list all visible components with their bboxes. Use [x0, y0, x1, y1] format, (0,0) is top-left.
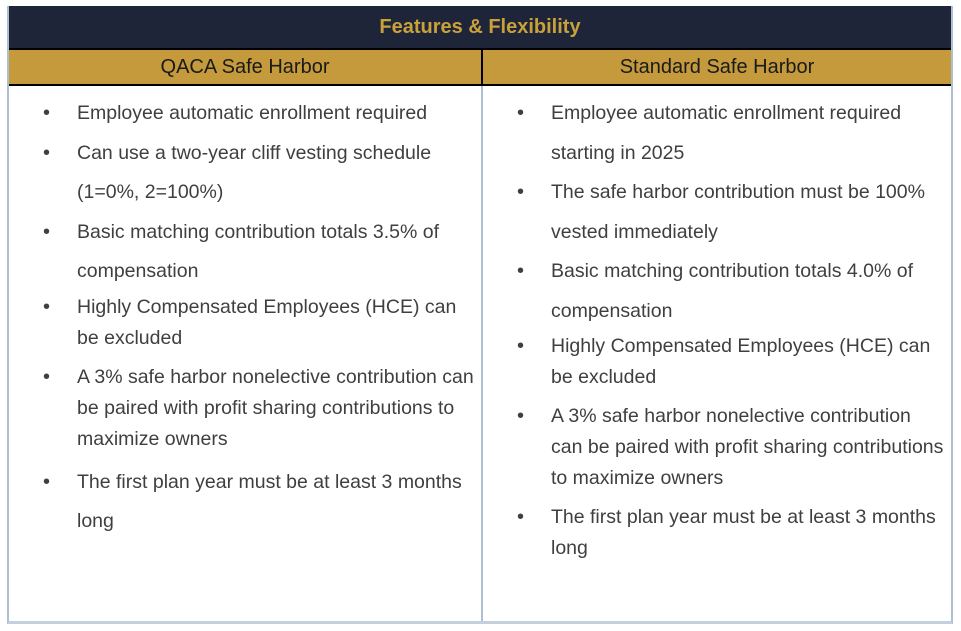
list-item-text: A 3% safe harbor nonelective contribution can be paired with profit sharing contributions to maximize owners	[551, 405, 944, 489]
bullet-icon: •	[517, 260, 525, 282]
column-header-qaca: QACA Safe Harbor	[9, 48, 481, 86]
list-item	[483, 502, 951, 564]
list-item	[483, 331, 951, 393]
bullet-icon: •	[43, 295, 51, 318]
list-item-text: The first plan year must be at least 3 months long	[551, 506, 936, 559]
list-item	[483, 94, 951, 173]
list-item	[9, 94, 481, 134]
list-item-text: The first plan year must be at least 3 months long	[77, 470, 462, 532]
list-item	[483, 252, 951, 331]
bullet-icon: •	[43, 470, 51, 493]
list-item	[9, 362, 481, 455]
list-item-text: Employee automatic enrollment required starting in 2025	[551, 102, 902, 164]
list-item-text: Highly Compensated Employees (HCE) can be excluded	[551, 335, 931, 388]
bullet-icon: •	[43, 141, 51, 164]
list-item	[9, 213, 481, 292]
bullet-icon: •	[517, 335, 525, 357]
list-item-text: The safe harbor contribution must be 100% vested immediately	[551, 181, 925, 243]
bullet-icon: •	[43, 102, 51, 124]
standard-feature-list	[483, 94, 951, 572]
bullet-icon: •	[517, 506, 525, 528]
list-item	[9, 134, 481, 213]
bullet-icon: •	[517, 405, 525, 427]
bullet-icon: •	[43, 220, 51, 243]
list-item-text: Basic matching contribution totals 3.5% of compensation	[77, 220, 440, 282]
list-item-text: Highly Compensated Employees (HCE) can be excluded	[77, 295, 457, 349]
features-table	[7, 6, 953, 624]
bullet-icon: •	[43, 365, 51, 388]
qaca-feature-list	[9, 94, 481, 542]
column-header-standard: Standard Safe Harbor	[483, 48, 951, 86]
column-qaca	[9, 86, 481, 621]
bullet-icon: •	[517, 102, 525, 124]
list-item-text: A 3% safe harbor nonelective contribution can be paired with profit sharing contributions to maximize owners	[77, 365, 474, 450]
column-standard	[483, 86, 951, 621]
table-title: Features & Flexibility	[9, 6, 951, 48]
bullet-icon: •	[517, 181, 525, 203]
list-item	[9, 463, 481, 542]
list-item-text: Employee automatic enrollment required	[77, 102, 428, 124]
list-item-text: Can use a two-year cliff vesting schedule (1=0%, 2=100%)	[77, 141, 432, 203]
list-item	[483, 173, 951, 252]
list-item-text: Basic matching contribution totals 4.0% of compensation	[551, 260, 914, 322]
list-item	[9, 292, 481, 354]
list-item	[483, 401, 951, 494]
